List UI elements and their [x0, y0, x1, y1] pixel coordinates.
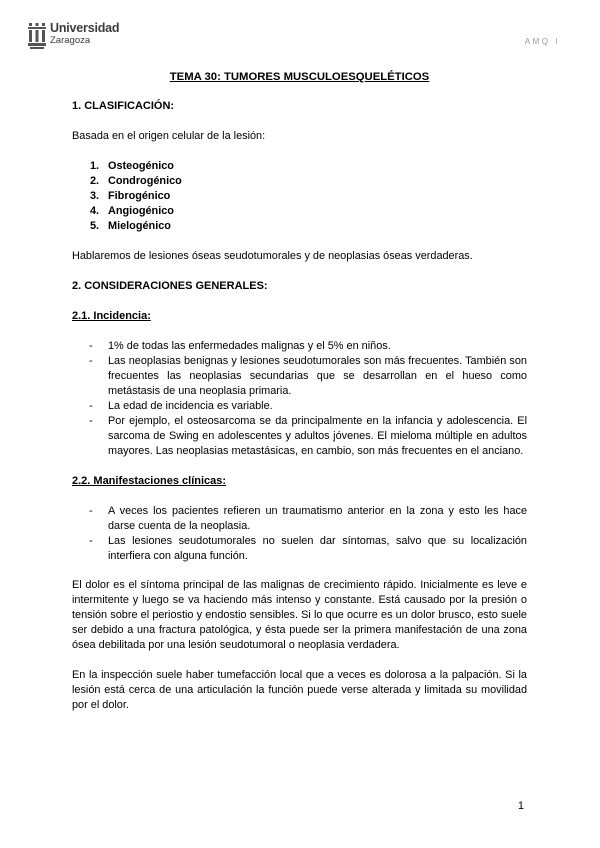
list-item: 1. Osteogénico — [90, 160, 174, 172]
paragraph-inspection: En la inspección suele haber tumefacción local que a veces es dolorosa a la palpación. Si la lesión está cerca de una articulación la función puede verse alterada y limitada su movilidad por el dolor. — [72, 669, 527, 711]
incidence-list — [72, 339, 527, 459]
list-item: 4. Angiogénico — [90, 205, 174, 217]
list-item: - A veces los pacientes refieren un traumatismo anterior en la zona y esto les hace darse cuenta de la neoplasia. — [89, 505, 527, 532]
university-logo — [28, 22, 119, 50]
classification-list — [72, 159, 527, 234]
list-item: - Las lesiones seudotumorales no suelen dar síntomas, salvo que su localización interfiera con alguna función. — [89, 535, 527, 562]
page-number: 1 — [517, 800, 524, 812]
document-body — [72, 70, 527, 713]
list-item: - Por ejemplo, el osteosarcoma se da principalmente en la infancia y adolescencia. El sarcoma de Swing en adolescentes y adultos jóvenes. El mieloma múltiple en adultos mayores. Las neoplasias metastásicas, en cambio, son más frecuentes en el anciano. — [89, 415, 527, 457]
logo-university-text: Universidad — [50, 21, 120, 35]
page-title: TEMA 30: TUMORES MUSCULOESQUELÉTICOS — [169, 71, 430, 83]
list-item: - La edad de incidencia es variable. — [89, 400, 273, 412]
list-item: - Las neoplasias benignas y lesiones seudotumorales son más frecuentes. También son frecuentes las neoplasias secundarias que se desarrollan en el hueso como metástasis de una neoplasia primaria. — [89, 355, 527, 397]
section-2-1-heading: 2.1. Incidencia: — [72, 310, 151, 322]
list-item: - 1% de todas las enfermedades malignas y el 5% en niños. — [89, 340, 391, 352]
section-1-intro: Basada en el origen celular de la lesión: — [72, 130, 266, 142]
section-2-2-heading: 2.2. Manifestaciones clínicas: — [72, 475, 227, 487]
section-1-closing: Hablaremos de lesiones óseas seudotumorales y de neoplasias óseas verdaderas. — [72, 250, 473, 262]
logo-city-text: Zaragoza — [50, 34, 91, 46]
list-item: 5. Mielogénico — [90, 220, 171, 232]
section-1-heading: 1. CLASIFICACIÓN: — [72, 100, 175, 112]
course-code: AMQ I — [524, 37, 560, 46]
university-emblem-icon — [28, 22, 46, 50]
list-item: 2. Condrogénico — [90, 175, 182, 187]
section-2-heading: 2. CONSIDERACIONES GENERALES: — [72, 280, 268, 292]
list-item: 3. Fibrogénico — [90, 190, 171, 202]
clinical-manifestations-list — [72, 504, 527, 564]
paragraph-pain: El dolor es el síntoma principal de las malignas de crecimiento rápido. Inicialmente es leve e intermitente y luego se va haciendo más intenso y constante. Está causado por la presión o tensión sobre el periostio y endostio sensibles. Si lo que ocurre es un dolor brusco, esto suele ser debido a una fractura patológica, y ésta puede ser la primera manifestación de una zona ósea debilitada por una lesión seudotumoral o neoplasia verdadera. — [72, 579, 527, 651]
